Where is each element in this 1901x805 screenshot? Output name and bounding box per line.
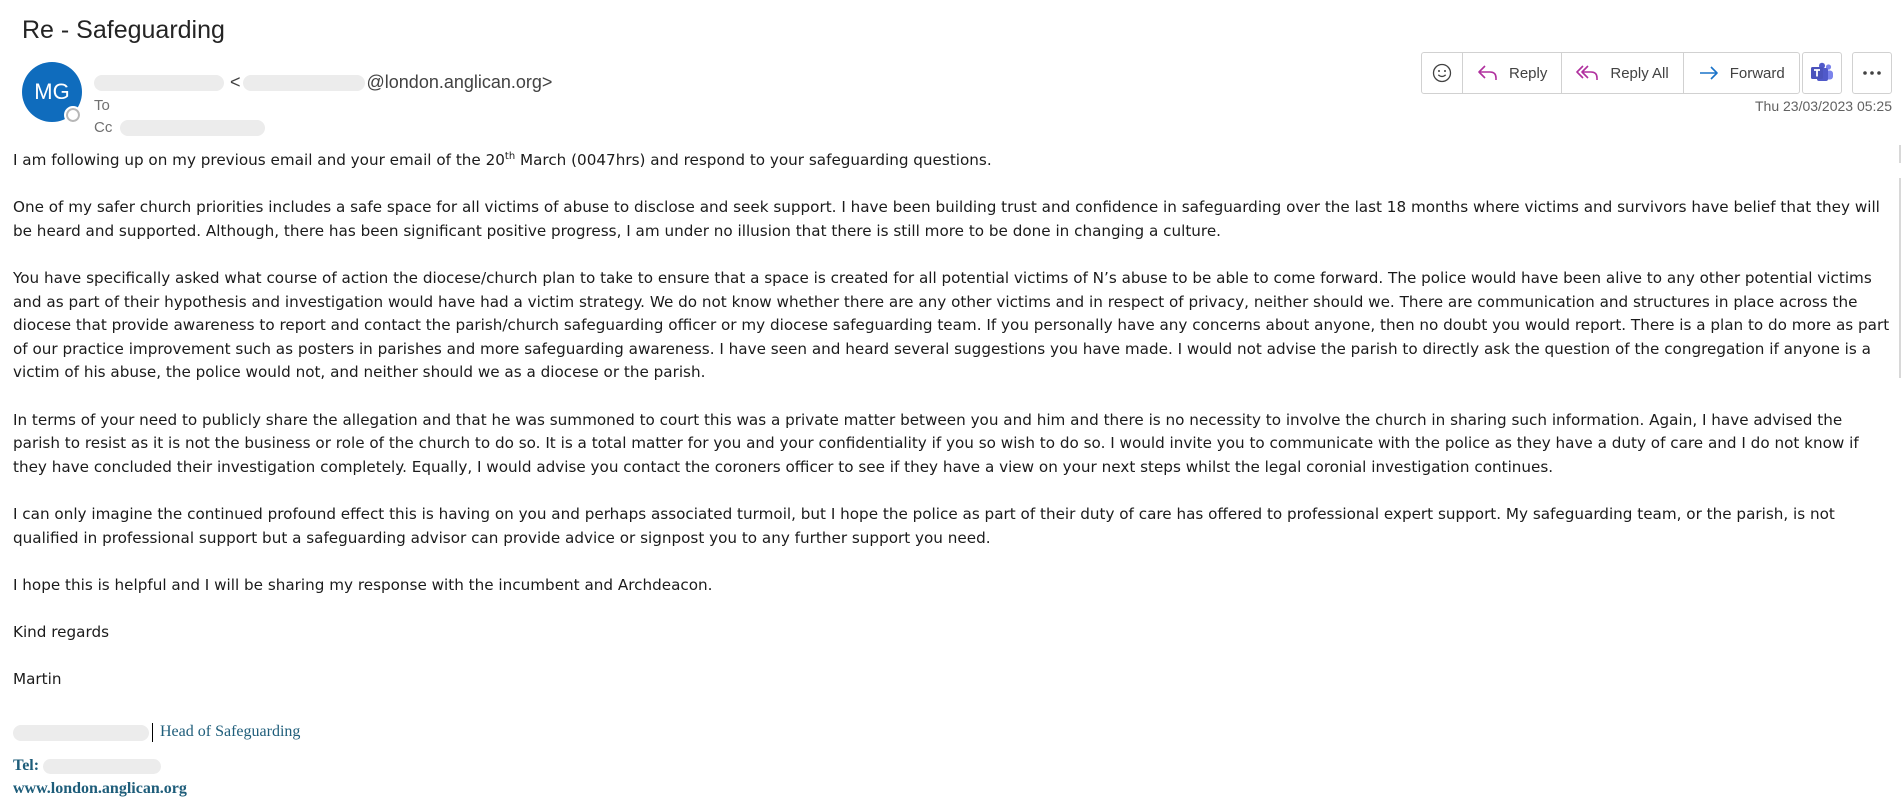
tel-label: Tel: [13, 757, 40, 774]
email-body [13, 149, 1893, 715]
to-label: To [94, 97, 110, 114]
signature-divider [152, 723, 153, 742]
forward-icon [1698, 64, 1720, 82]
message-actions-toolbar [1421, 52, 1800, 94]
presence-status-icon [64, 106, 82, 124]
body-paragraph: I can only imagine the continued profound effect this is having on you and perhaps associated turmoil, but I hope the police as part of their duty of care has offered to professional expert support. My safeguarding team, or the parish, is not qualified in professional support but a safeguarding advisor can provide advice or signpost you to any further support you need. [13, 504, 1835, 547]
cc-label: Cc [94, 119, 113, 136]
teams-icon [1810, 62, 1834, 84]
reply-all-icon [1576, 64, 1600, 82]
signature-role-line [13, 723, 300, 742]
signature-tel-line [13, 757, 161, 775]
redacted-signature-name [13, 725, 149, 741]
body-paragraph: One of my safer church priorities includes a safe space for all victims of abuse to disclose and seek support. I have been building trust and confidence in safeguarding over the last 18 months where victims and survivors have belief that they will be heard and supported. Although, there has been significant positive progress, I am under no illusion that there is still more to be done in changing a culture. [13, 198, 1880, 240]
redacted-phone-number [43, 759, 161, 774]
teams-button[interactable] [1802, 52, 1842, 94]
reply-icon [1477, 64, 1499, 82]
sign-off: Kind regards [13, 622, 110, 641]
avatar-initials: MG [34, 79, 70, 104]
forward-label: Forward [1729, 64, 1785, 82]
reply-all-label: Reply All [1610, 64, 1669, 82]
body-paragraph: In terms of your need to publicly share the allegation and that he was summoned to court this was a private matter between you and him and there is no necessity to involve the church in sharing such information. Again, I have advised the parish to resist as it is not the business or role of the church to do so. It is a total matter for you and your confidentiality if you so wish to do so. I would invite you to communicate with the police as they have a duty of care and I do not know if they have concluded their investigation completely. Equally, I would advise you contact the coroners officer to see if they have a view on your next steps whilst the legal coronial investigation continues. [13, 410, 1859, 476]
signature-website-link[interactable]: www.london.anglican.org [13, 780, 187, 797]
reply-label: Reply [1509, 64, 1548, 82]
reaction-button[interactable] [1422, 53, 1463, 93]
reply-button[interactable] [1463, 53, 1562, 93]
redacted-sender-name [94, 75, 224, 91]
sender-email-domain: @london.anglican.org> [366, 72, 553, 92]
to-recipients[interactable] [94, 97, 110, 114]
redacted-cc-recipient [120, 120, 265, 136]
cc-recipients[interactable] [94, 119, 265, 136]
sender-first-name: Martin [13, 670, 62, 689]
email-subject: Re - Safeguarding [22, 16, 225, 44]
sender-line[interactable] [94, 72, 552, 93]
body-paragraph: You have specifically asked what course of action the diocese/church plan to take to ensure that a space is created for all potential victims of N’s abuse to be able to come forward. The police would have been alive to any other potential victims and as part of their hypothesis and investigation would have had a victim strategy. We do not know whether there are any other victims and in respect of privacy, neither should we. There are communication and structures in place across the diocese that provide awareness to report and contact the parish/church safeguarding officer or my diocese safeguarding team. If you personally have any concerns about anyone, then no doubt you would report. There is a plan to do more as part of our practice improvement such as posters in parishes and more safeguarding awareness. I have seen and heard several suggestions you have made. I would not advise the parish to directly ask the question of the congregation if anyone is a victim of his abuse, the police would not, and neither should we as a diocese or the parish. [13, 268, 1890, 382]
more-actions-button[interactable] [1852, 52, 1892, 94]
body-paragraph: I am following up on my previous email and your email of the 20th March (0047hrs) and respond to your safeguarding questions. [13, 150, 992, 169]
more-icon [1862, 70, 1882, 76]
sent-timestamp: Thu 23/03/2023 05:25 [1754, 98, 1892, 114]
forward-button[interactable] [1684, 53, 1799, 93]
signature-role: Head of Safeguarding [160, 723, 301, 741]
body-paragraph: I hope this is helpful and I will be sharing my response with the incumbent and Archdeacon. [13, 575, 713, 594]
redacted-sender-email [243, 75, 365, 91]
sender-open-bracket: < [230, 72, 241, 92]
smiley-icon [1432, 63, 1452, 83]
reply-all-button[interactable] [1562, 53, 1683, 93]
